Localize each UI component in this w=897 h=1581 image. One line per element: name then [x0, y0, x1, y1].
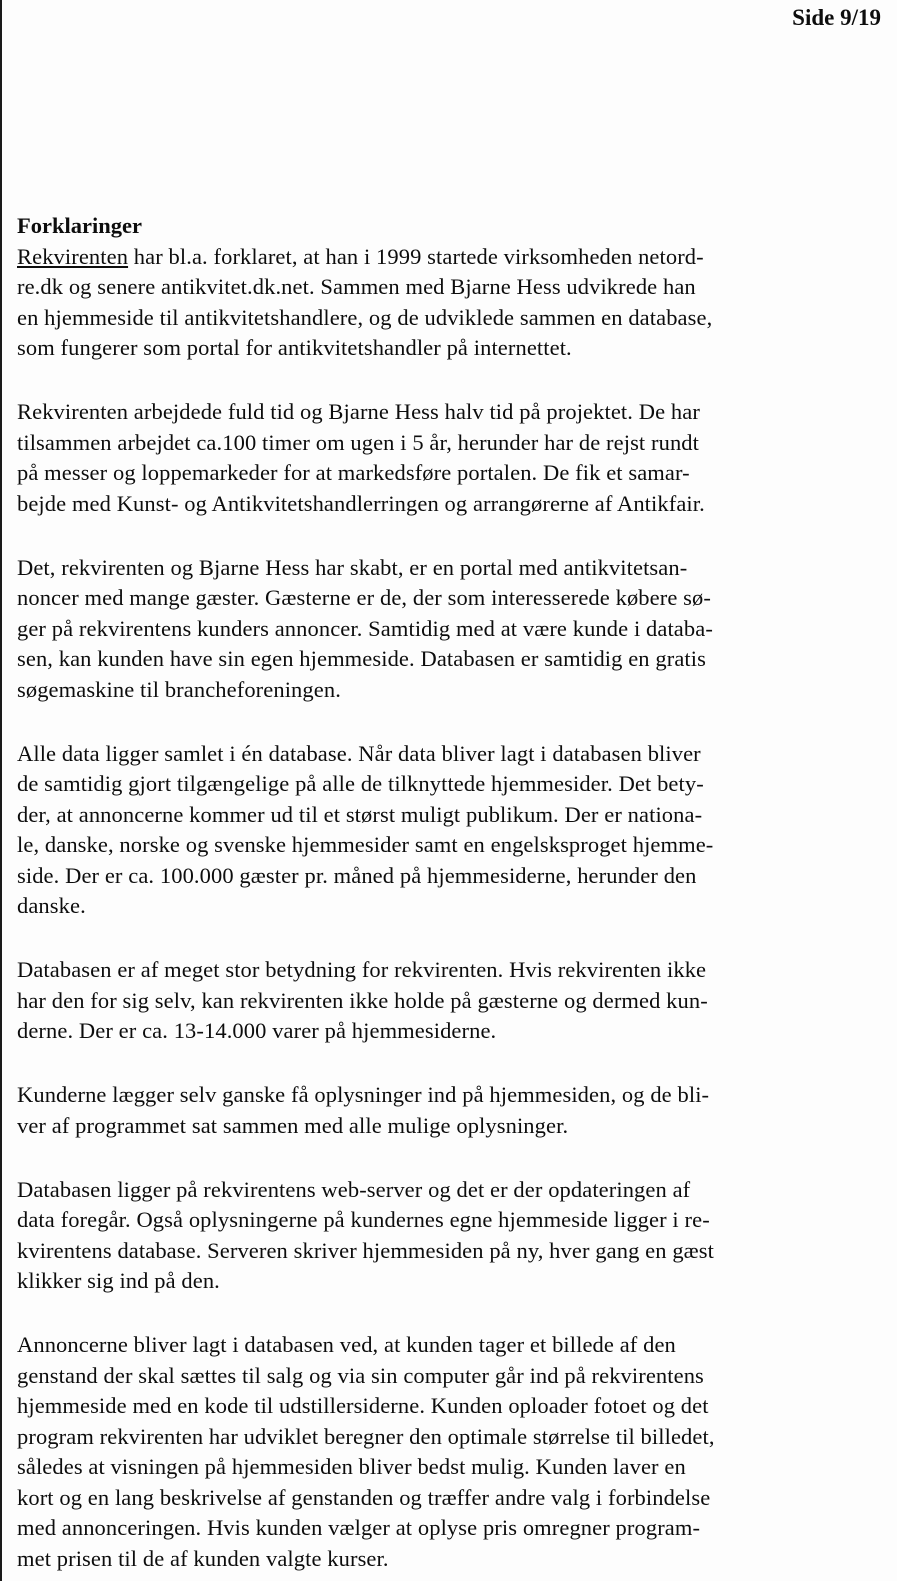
text-segment: Databasen er af meget stor betydning for rekvirenten. Hvis rekvirenten ikke — [17, 957, 707, 982]
text-segment: le, danske, norske og svenske hjemmesider samt en engelsksproget hjemme- — [17, 832, 714, 857]
text-line — [17, 1391, 887, 1422]
paragraph — [17, 1175, 887, 1297]
paragraph — [17, 242, 887, 364]
text-line — [17, 739, 887, 770]
underlined-text: Rekvirenten — [17, 243, 129, 269]
text-segment: har den for sig selv, kan rekvirenten ikke holde på gæsterne og dermed kun- — [17, 987, 708, 1013]
text-line — [17, 769, 887, 800]
page-number: Side 9/19 — [792, 5, 881, 30]
text-line — [17, 1483, 887, 1514]
text-segment: ver af programmet sat sammen med alle mulige oplysninger. — [17, 1112, 569, 1138]
text-segment: med annonceringen. Hvis kunden vælger at oplyse pris omregner program- — [17, 1515, 701, 1540]
text-line — [17, 333, 887, 364]
text-line — [17, 986, 887, 1017]
text-line — [17, 397, 887, 428]
text-segment: danske. — [17, 893, 86, 918]
scan-edge-artifact — [0, 0, 2, 1581]
text-line — [17, 1016, 887, 1047]
text-segment: sen, kan kunden have sin egen hjemmeside. Databasen er samtidig en gratis — [17, 646, 706, 671]
text-line — [17, 1205, 887, 1236]
text-line — [17, 1544, 887, 1575]
document-content — [17, 211, 887, 1574]
text-line — [17, 614, 887, 645]
text-line — [17, 1080, 887, 1111]
text-line — [17, 553, 887, 584]
text-line — [17, 583, 887, 614]
document-body — [17, 242, 887, 1575]
text-line — [17, 1236, 887, 1267]
text-line — [17, 1452, 887, 1483]
text-line — [17, 428, 887, 459]
text-segment: på messer og loppemarkeder for at markedsføre portalen. De fik et samar- — [17, 460, 690, 485]
text-line — [17, 272, 887, 303]
text-line — [17, 891, 887, 922]
text-segment: søgemaskine til brancheforeningen. — [17, 676, 341, 702]
text-segment: derne. Der er ca. 13-14.000 varer på hjemmesiderne. — [17, 1018, 497, 1043]
text-line — [17, 1111, 887, 1142]
text-segment: side. Der er ca. 100.000 gæster pr. måned på hjemmesiderne, herunder den — [17, 862, 697, 888]
text-segment: kvirentens database. Serveren skriver hjemmesiden på ny, hver gang en gæst — [17, 1237, 714, 1263]
text-line — [17, 242, 887, 273]
paragraph — [17, 1330, 887, 1574]
text-segment: ger på rekvirentens kunders annoncer. Samtidig med at være kunde i databa- — [17, 615, 713, 641]
text-line — [17, 861, 887, 892]
text-segment: en hjemmeside til antikvitetshandlere, og de udviklede sammen en database, — [17, 304, 713, 330]
paragraph — [17, 1080, 887, 1141]
text-segment: Kunderne lægger selv ganske få oplysninger ind på hjemmesiden, og de bli- — [17, 1082, 710, 1107]
text-segment: genstand der skal sættes til salg og via sin computer går ind på rekvirentens — [17, 1362, 704, 1388]
paragraph — [17, 955, 887, 1047]
text-segment: noncer med mange gæster. Gæsterne er de, der som interesserede købere sø- — [17, 585, 711, 610]
text-segment: klikker sig ind på den. — [17, 1268, 220, 1293]
text-line — [17, 800, 887, 831]
text-segment: Databasen ligger på rekvirentens web-server og det er der opdateringen af — [17, 1176, 691, 1202]
text-segment: program rekvirenten har udviklet beregner den optimale størrelse til billedet, — [17, 1423, 715, 1449]
text-segment: der, at annoncerne kommer ud til et størst muligt publikum. Der er nationa- — [17, 801, 703, 827]
text-segment: bejde med Kunst- og Antikvitetshandlerringen og arrangørerne af Antikfair. — [17, 490, 705, 516]
text-segment: tilsammen arbejdet ca.100 timer om ugen i 5 år, herunder har de rejst rundt — [17, 429, 699, 455]
text-segment: Det, rekvirenten og Bjarne Hess har skabt, er en portal med antikvitetsan- — [17, 554, 688, 580]
text-line — [17, 1422, 887, 1453]
text-line — [17, 1513, 887, 1544]
text-line — [17, 955, 887, 986]
text-line — [17, 1361, 887, 1392]
text-line — [17, 830, 887, 861]
text-segment: har bl.a. forklaret, at han i 1999 startede virksomheden netord- — [128, 243, 704, 269]
paragraph — [17, 397, 887, 519]
text-segment: Alle data ligger samlet i én database. Når data bliver lagt i databasen bliver — [17, 740, 701, 766]
paragraph — [17, 739, 887, 922]
text-line — [17, 675, 887, 706]
text-segment: kort og en lang beskrivelse af genstanden og træffer andre valg i forbindelse — [17, 1484, 711, 1510]
text-line — [17, 1266, 887, 1297]
text-segment: data foregår. Også oplysningerne på kundernes egne hjemmeside ligger i re- — [17, 1207, 710, 1232]
text-line — [17, 1330, 887, 1361]
text-segment: re.dk og senere antikvitet.dk.net. Sammen med Bjarne Hess udvikrede han — [17, 274, 696, 299]
text-segment: som fungerer som portal for antikvitetshandler på internettet. — [17, 335, 572, 360]
text-segment: Annoncerne bliver lagt i databasen ved, at kunden tager et billede af den — [17, 1332, 676, 1357]
text-line — [17, 1175, 887, 1206]
text-segment: hjemmeside med en kode til udstillersiderne. Kunden oploader fotoet og det — [17, 1393, 709, 1418]
text-line — [17, 303, 887, 334]
section-heading: Forklaringer — [17, 213, 142, 238]
text-segment: met prisen til de af kunden valgte kurser. — [17, 1545, 389, 1571]
text-segment: de samtidig gjort tilgængelige på alle de tilknyttede hjemmesider. Det bety- — [17, 771, 704, 796]
text-segment: Rekvirenten arbejdede fuld tid og Bjarne Hess halv tid på projektet. De har — [17, 399, 700, 424]
text-line — [17, 644, 887, 675]
text-line — [17, 458, 887, 489]
text-segment: således at visningen på hjemmesiden bliver bedst mulig. Kunden laver en — [17, 1454, 686, 1479]
paragraph — [17, 553, 887, 706]
text-line — [17, 489, 887, 520]
